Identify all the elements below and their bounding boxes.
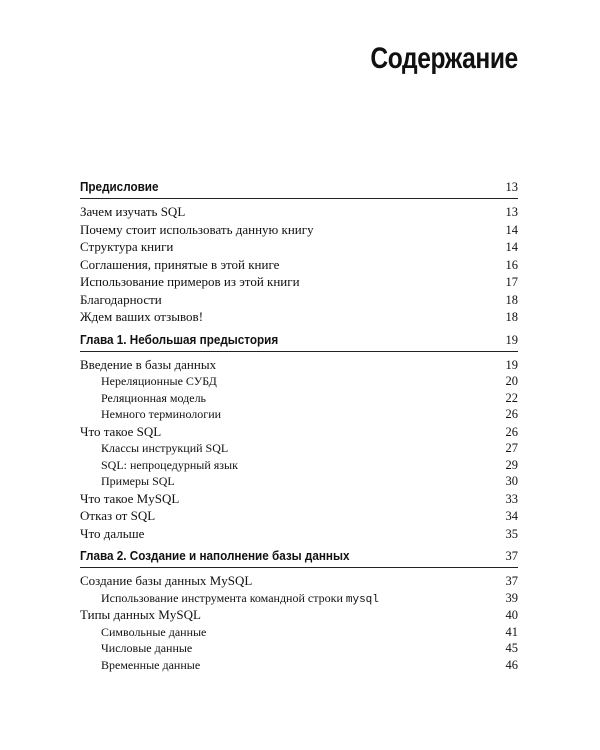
toc-entry [80, 440, 518, 457]
toc-entry-page: 30 [505, 474, 518, 488]
table-of-contents [80, 179, 518, 679]
toc-entry-page: 14 [505, 240, 518, 254]
toc-entry-page: 33 [505, 491, 518, 506]
toc-entry-label: Что дальше [80, 525, 145, 541]
toc-entry-label: Зачем изучать SQL [80, 204, 186, 219]
toc-entry-label: Нереляционные СУБД [101, 374, 217, 388]
toc-entry [80, 657, 518, 674]
toc-entry-label: Немного терминологии [101, 407, 222, 421]
toc-entry-label: Что такое SQL [80, 423, 162, 439]
toc-entry-label: Что такое MySQL [80, 490, 180, 506]
toc-entry-label: Использование инструмента командной строки mysql [101, 590, 379, 606]
toc-entry-page: 39 [505, 590, 518, 605]
toc-entry [80, 373, 518, 390]
toc-entry-page: 14 [505, 222, 518, 237]
toc-entry [80, 525, 518, 543]
toc-entry-label: Соглашения, принятые в этой книге [80, 256, 280, 272]
page-title: Содержание [370, 42, 518, 75]
toc-heading-page: 19 [505, 332, 518, 347]
toc-heading-page: 37 [505, 549, 518, 563]
toc-entry-page: 40 [505, 608, 518, 622]
toc-section [80, 548, 518, 673]
toc-entry-label: SQL: непроцедурный язык [101, 457, 238, 472]
toc-entry-page: 26 [505, 424, 518, 439]
toc-entry-label: Использование примеров из этой книги [80, 274, 300, 289]
toc-section [80, 332, 518, 543]
toc-chapter-heading [80, 332, 518, 352]
toc-entry-label: Символьные данные [101, 624, 207, 639]
toc-entry [80, 238, 518, 256]
toc-entry-page: 16 [505, 257, 518, 272]
toc-entry-page: 45 [505, 641, 518, 655]
toc-entry-page: 41 [505, 624, 518, 639]
toc-entry [80, 203, 518, 221]
toc-entry [80, 256, 518, 274]
toc-entry-page: 19 [505, 357, 518, 372]
toc-entry-label: Примеры SQL [101, 474, 175, 488]
toc-entry-label: Структура книги [80, 239, 174, 254]
toc-entry [80, 457, 518, 474]
toc-entry-label: Числовые данные [101, 641, 193, 655]
toc-entry-page: 27 [505, 441, 518, 455]
toc-entry [80, 356, 518, 374]
toc-chapter-heading [80, 548, 518, 568]
toc-entry [80, 423, 518, 441]
toc-heading-label: Глава 1. Небольшая предыстория [80, 331, 279, 347]
toc-entry-page: 29 [505, 457, 518, 472]
toc-entry [80, 572, 518, 590]
toc-entry [80, 490, 518, 508]
toc-entry-label: Введение в базы данных [80, 356, 217, 372]
toc-entry-code: mysql [345, 593, 379, 606]
toc-entry-page: 18 [505, 310, 518, 324]
toc-entry-label: Реляционная модель [101, 390, 207, 405]
toc-heading-label: Глава 2. Создание и наполнение базы данных [80, 548, 350, 563]
toc-entry [80, 291, 518, 309]
toc-entry-label: Классы инструкций SQL [101, 441, 229, 455]
toc-chapter-heading [80, 179, 518, 199]
toc-entry-label: Создание базы данных MySQL [80, 573, 253, 588]
toc-entry-page: 34 [505, 509, 518, 523]
toc-entry-page: 35 [505, 526, 518, 541]
toc-entry [80, 473, 518, 490]
toc-entry-page: 20 [505, 374, 518, 388]
toc-entry [80, 308, 518, 326]
toc-entry-page: 13 [505, 205, 518, 219]
toc-entry [80, 590, 518, 607]
toc-entry-page: 22 [505, 390, 518, 405]
toc-entry [80, 390, 518, 407]
toc-heading-label: Предисловие [80, 179, 159, 194]
toc-entry [80, 606, 518, 624]
toc-entry-page: 37 [505, 574, 518, 588]
toc-entry-label: Типы данных MySQL [80, 607, 201, 622]
toc-entry [80, 624, 518, 641]
toc-entry [80, 640, 518, 657]
toc-entry [80, 507, 518, 525]
toc-entry-label: Почему стоит использовать данную книгу [80, 221, 314, 237]
toc-entry [80, 221, 518, 239]
toc-entry-page: 18 [505, 292, 518, 307]
toc-entry-page: 17 [505, 275, 518, 289]
toc-entry [80, 406, 518, 423]
toc-entry-label: Ждем ваших отзывов! [80, 309, 204, 324]
toc-entry-page: 46 [505, 657, 518, 672]
toc-heading-page: 13 [505, 180, 518, 194]
toc-entry-label: Отказ от SQL [80, 508, 156, 523]
toc-entry-label: Временные данные [101, 657, 201, 672]
toc-entry-label: Благодарности [80, 291, 162, 307]
toc-section [80, 179, 518, 326]
toc-entry-page: 26 [505, 407, 518, 421]
toc-entry [80, 273, 518, 291]
